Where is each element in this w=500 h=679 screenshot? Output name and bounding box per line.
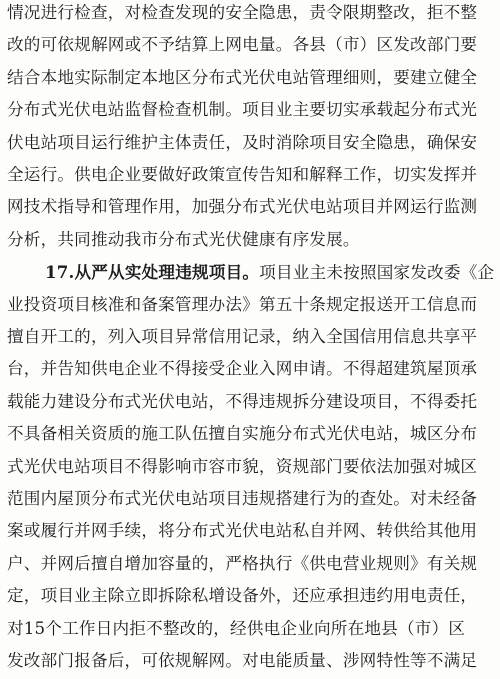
text-line: 结合本地实际制定本地区分布式光伏电站管理细则，要建立健全 (7, 67, 478, 87)
text-line: 载能力建设分布式光伏电站，不得违规拆分建设项目，不得委托 (7, 391, 478, 411)
text-line: 定，项目业主除立即拆除私增设备外，还应承担违约用电责任， (7, 586, 478, 606)
text-line: 情况进行检查，对检查发现的安全隐患，责令限期整改，拒不整 (7, 3, 478, 22)
text-line: 不具备相关资质的施工队伍擅自实施分布式光伏电站，城区分布 (7, 424, 478, 444)
text-line: 改的可依规解网或不予结算上网电量。各县（市）区发改部门要 (7, 35, 478, 55)
text-line: 范围内屋顶分布式光伏电站项目违规搭建行为的查处。对未经备 (7, 489, 478, 508)
text-line: 业投资项目核准和备案管理办法》第五十条规定报送开工信息而 (7, 294, 478, 314)
text-line: 分析，共同推动我市分布式光伏健康有序发展。 (7, 229, 360, 249)
text-line: 对15个工作日内拒不整改的，经供电企业向所在地县（市）区 (7, 618, 466, 638)
section-17-heading: 17.从严从实处理违规项目。 (45, 262, 260, 283)
text-line: 全运行。供电企业要做好政策宣传告知和解释工作，切实发挥并 (7, 165, 478, 184)
text-line: 户、并网后擅自增加容量的，严格执行《供电营业规则》有关规 (7, 553, 478, 573)
text-line: 台，并告知供电企业不得接受企业入网申请。不得超建筑屋顶承 (7, 359, 478, 379)
text-line: 案或履行并网手续，将分布式光伏电站私自并网、转供给其他用 (7, 521, 478, 541)
text-line: 式光伏电站项目不得影响市容市貌，资规部门要依法加强对城区 (7, 456, 478, 476)
text-line: 伏电站项目运行维护主体责任，及时消除项目安全隐患，确保安 (7, 132, 478, 152)
text-line: 网技术指导和管理作用，加强分布式光伏电站项目并网运行监测 (7, 197, 478, 217)
text-line: 分布式光伏电站监督检查机制。项目业主要切实承载起分布式光 (7, 100, 478, 120)
section-17-first-line (45, 261, 495, 284)
text-line: 发改部门报备后，可依规解网。对电能质量、涉网特性等不满足 (7, 651, 478, 670)
text-line: 擅自开工的，列入项目异常信用记录，纳入全国信用信息共享平 (7, 327, 478, 346)
section-17-first-line-text: 项目业主未按照国家发改委《企 (259, 263, 495, 283)
